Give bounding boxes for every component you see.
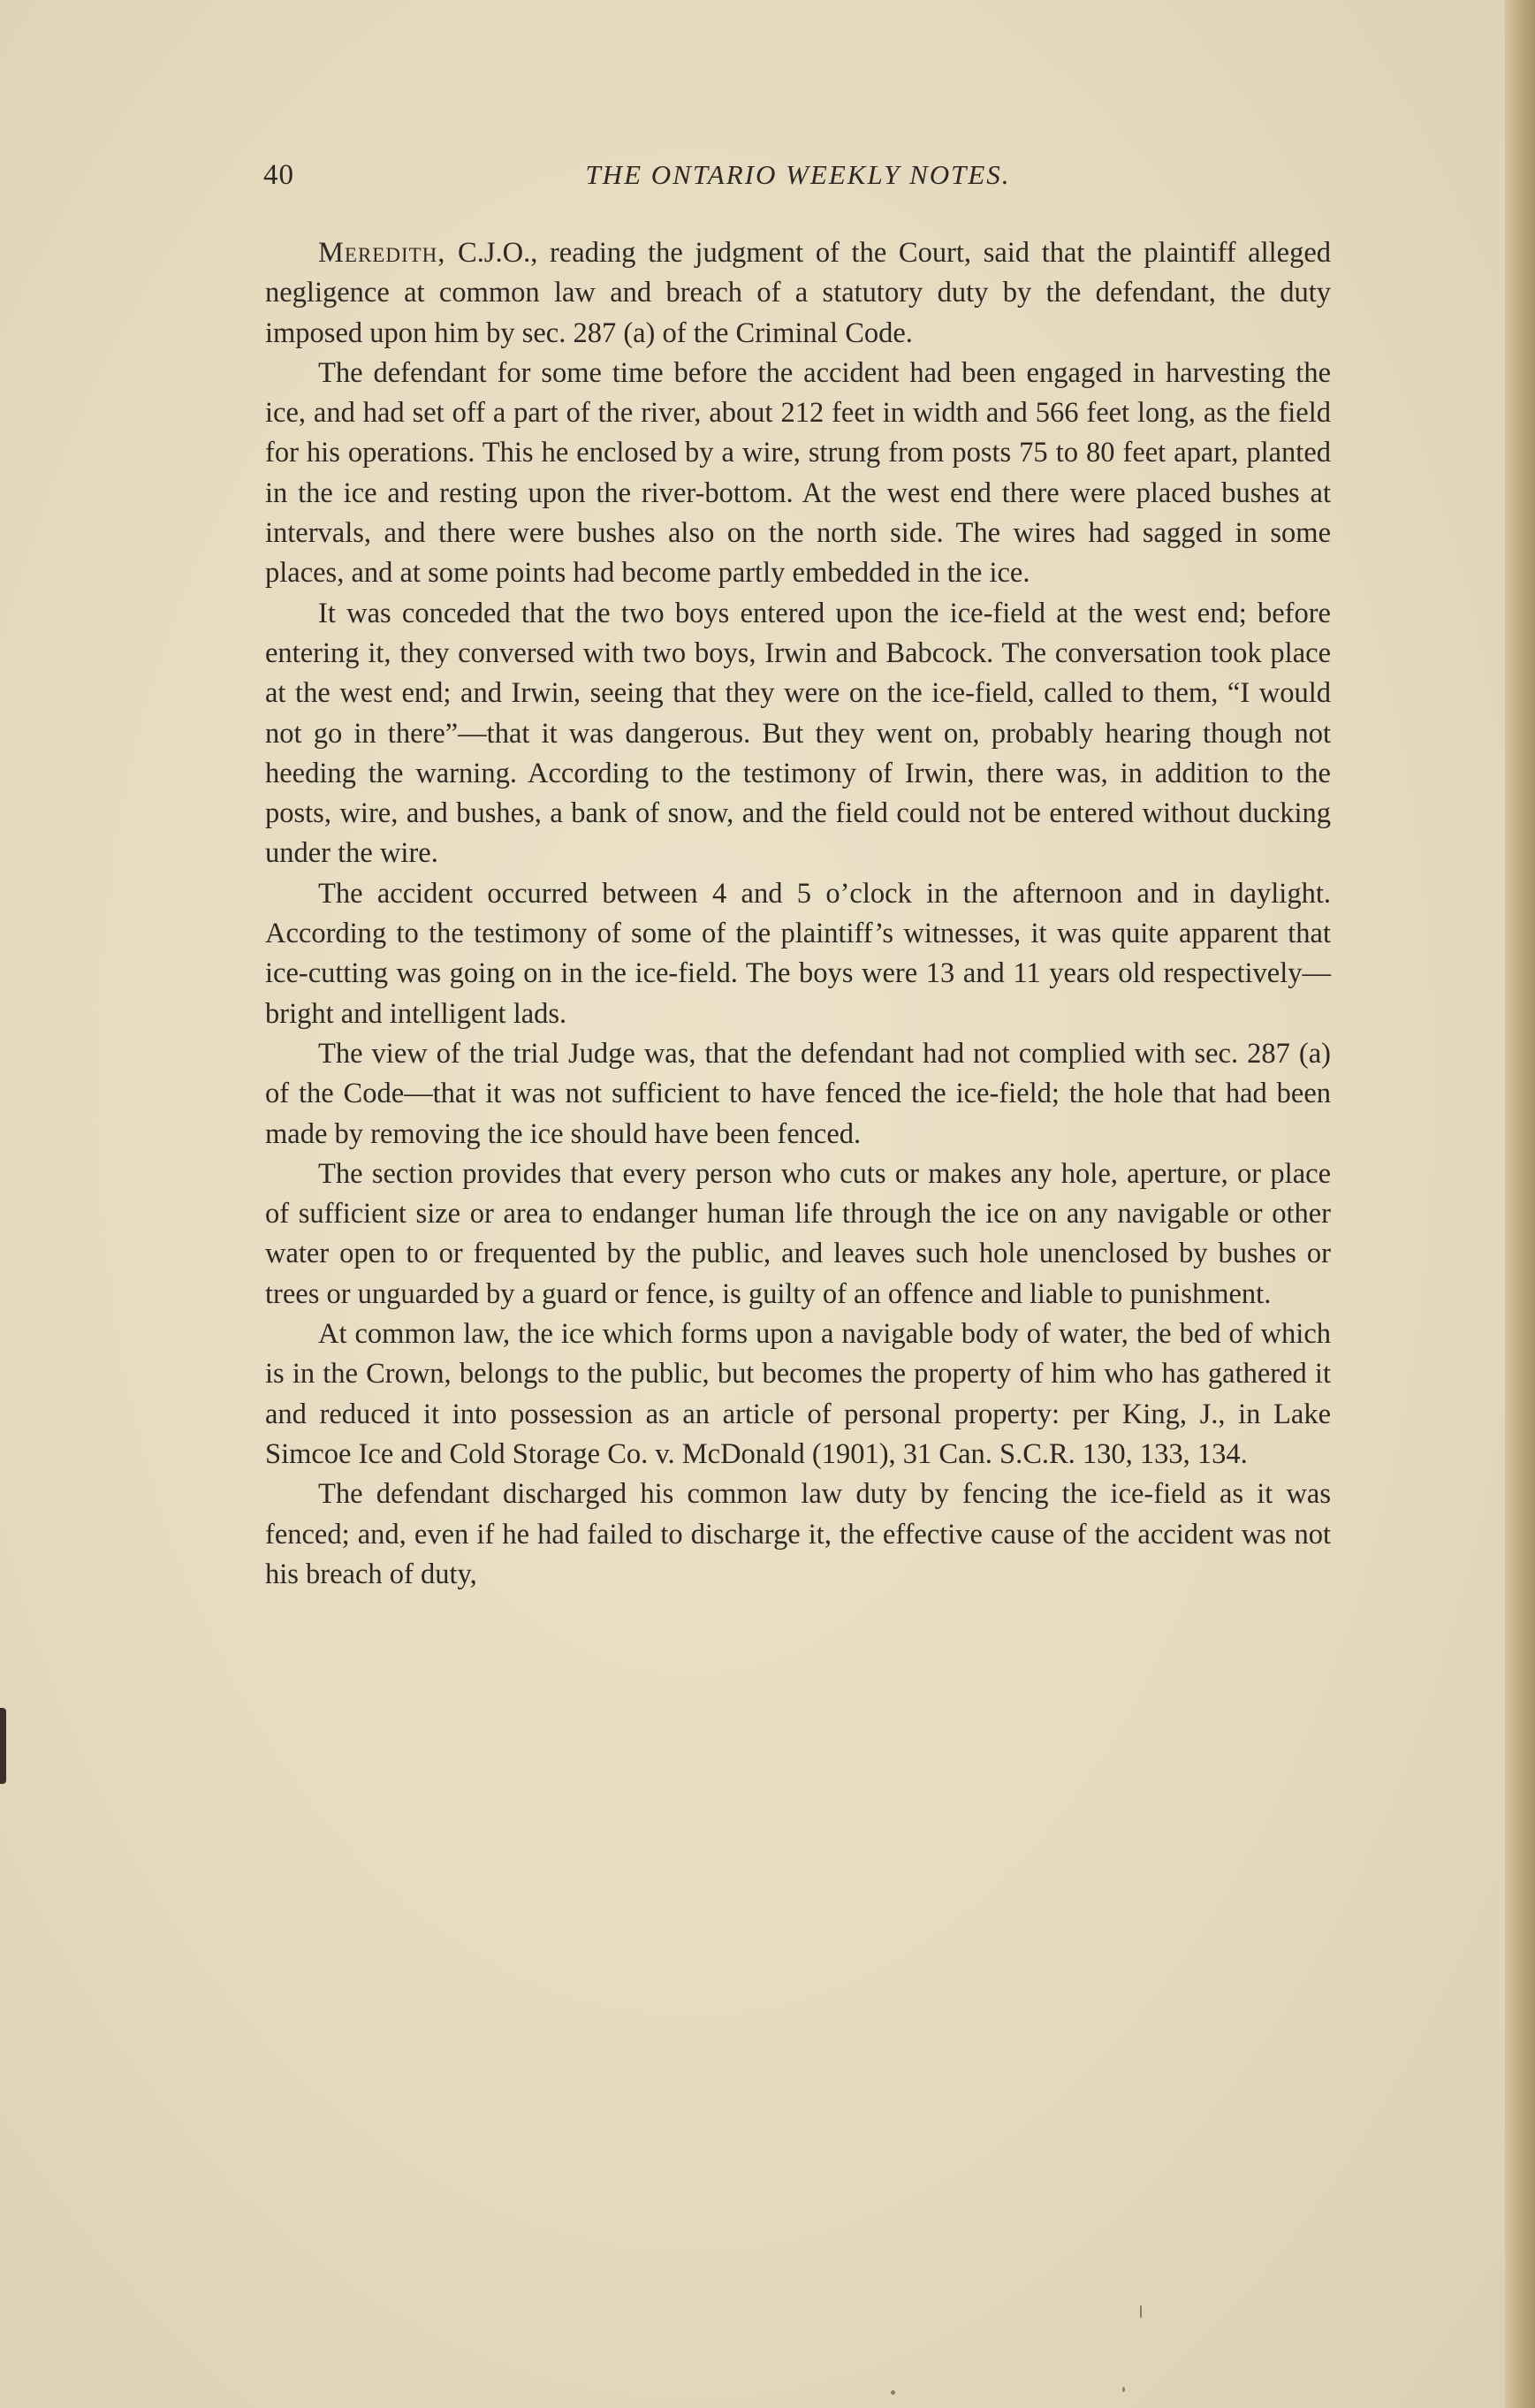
paragraph: It was conceded that the two boys entered upon the ice-field at the west end; before entering it, they conversed with two boys, Irwin and Babcock. The conversation took place at the west end; and Irwin, seeing that they were on the ice-field, called to them, “I would not go in there”—that it was dangerous. But they went on, probably hearing though not heeding the warning. According to the testimony of Irwin, there was, in addition to the posts, wire, and bushes, a bank of snow, and the field could not be entered without ducking under the wire. xyxy=(265,597,1331,870)
paper-speck xyxy=(1140,2305,1142,2318)
paragraph-text: C.J.O., reading the judgment of the Court, said that the plaintiff alleged negligence at common law and breach of a statutory duty by the defendant, the duty imposed upon him by sec. 287 (a) of the Criminal Code. xyxy=(265,237,1331,349)
paragraph: The defendant discharged his common law duty by fencing the ice-field as it was fenced; and, even if he had failed to discharge it, the effective cause of the accident was not his breach of duty, xyxy=(265,1478,1331,1590)
paragraph: The accident occurred between 4 and 5 o’clock in the afternoon and in daylight. According to the testimony of some of the plaintiff’s witnesses, it was quite apparent that ice-cutting was going on in the ice-field. The boys were 13 and 11 years old respectively—bright and intelligent lads. xyxy=(265,877,1331,1030)
paragraph: The section provides that every person who cuts or makes any hole, aperture, or place of sufficient size or area to endanger human life through the ice on any navigable or other water open to or frequented by the public, and leaves such hole unenclosed by bushes or trees or unguarded by a guard or fence, is guilty of an offence and liable to punishment. xyxy=(265,1157,1331,1310)
running-head xyxy=(263,149,1333,202)
paragraph: The defendant for some time before the accident had been engaged in harvesting the ice, and had set off a part of the river, about 212 feet in width and 566 feet long, as the field for his operations. This he enclosed by a wire, strung from posts 75 to 80 feet apart, planted in the ice and resting upon the river-bottom. At the west end there were placed bushes at intervals, and there were bushes also on the north side. The wires had sagged in some places, and at some points had become partly embedded in the ice. xyxy=(265,356,1331,590)
paragraph xyxy=(265,233,1331,354)
paragraph: The view of the trial Judge was, that the defendant had not complied with sec. 287 (a) of the Code—that it was not sufficient to have fenced the ice-field; the hole that had been made by removing the ice should have been fenced. xyxy=(265,1037,1331,1150)
paper-speck xyxy=(1122,2387,1125,2392)
journal-title: THE ONTARIO WEEKLY NOTES. xyxy=(585,159,1011,190)
judge-name: Meredith, xyxy=(318,237,446,269)
paper-speck xyxy=(891,2390,895,2395)
judgment-text xyxy=(265,233,1331,1595)
paragraph: At common law, the ice which forms upon a navigable body of water, the bed of which is in the Crown, belongs to the public, but becomes the property of him who has gathered it and reduced it into possession as an article of personal property: per King, J., in Lake Simcoe Ice and Cold Storage Co. v. McDonald (1901), 31 Can. S.C.R. 130, 133, 134. xyxy=(265,1318,1331,1470)
page-number: 40 xyxy=(263,159,294,191)
page-edge-shadow xyxy=(1505,0,1535,2408)
binding-mark xyxy=(0,1708,6,1784)
